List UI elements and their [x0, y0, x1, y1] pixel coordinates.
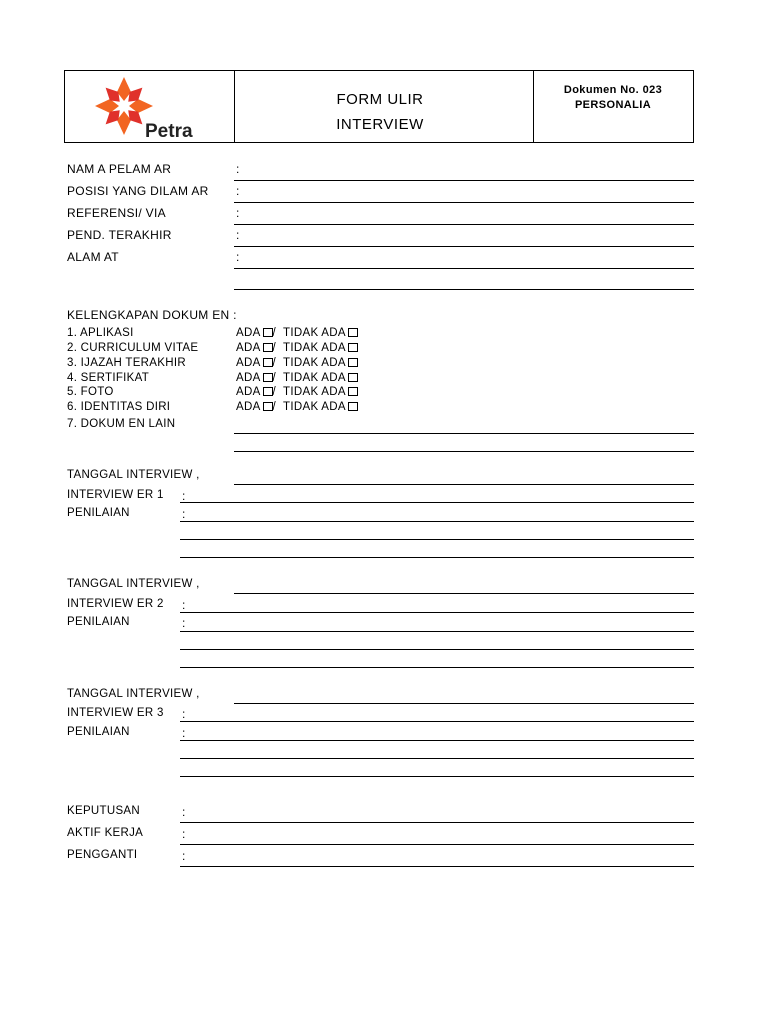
applicant-reference-label: REFERENSI/ VIA	[67, 206, 166, 220]
ada-label: ADA	[236, 342, 261, 354]
rating-field[interactable]	[180, 740, 694, 741]
interview-date-label: TANGGAL INTERVIEW ,	[67, 469, 200, 481]
form-header	[64, 70, 694, 143]
document-item-label: 5. FOTO	[67, 386, 114, 398]
document-item-label: 3. IJAZAH TERAKHIR	[67, 357, 186, 369]
applicant-education-label: PEND. TERAKHIR	[67, 228, 172, 242]
interviewer-label: INTERVIEW ER 1	[67, 489, 164, 501]
applicant-reference-field[interactable]	[234, 224, 694, 225]
rating-field[interactable]	[180, 631, 694, 632]
other-documents-label: 7. DOKUM EN LAIN	[67, 418, 176, 430]
colon: :	[236, 228, 240, 242]
svg-text:Petra: Petra	[145, 121, 193, 140]
rating-label: PENILAIAN	[67, 507, 130, 519]
colon: :	[182, 849, 186, 863]
colon: :	[182, 827, 186, 841]
interview-date-label: TANGGAL INTERVIEW ,	[67, 578, 200, 590]
applicant-address-field-2[interactable]	[234, 289, 694, 290]
ada-label: ADA	[236, 401, 261, 413]
start-work-field[interactable]	[180, 844, 694, 845]
document-item-checks	[236, 342, 358, 354]
tidak-ada-label: TIDAK ADA	[283, 401, 346, 413]
petra-logo-icon	[79, 74, 209, 140]
applicant-address-field[interactable]	[234, 268, 694, 269]
interviewer-field[interactable]	[180, 721, 694, 722]
rating-field[interactable]	[180, 521, 694, 522]
colon: :	[182, 726, 186, 740]
document-item-checks	[236, 401, 358, 413]
document-department: PERSONALIA	[574, 99, 652, 111]
replacement-field[interactable]	[180, 866, 694, 867]
ada-checkbox[interactable]	[263, 402, 273, 411]
document-number: Dokumen No. 023	[563, 84, 663, 96]
applicant-name-label: NAM A PELAM AR	[67, 162, 172, 176]
tidak-ada-label: TIDAK ADA	[283, 372, 346, 384]
document-item-checks	[236, 372, 358, 384]
colon: :	[182, 507, 186, 521]
ada-label: ADA	[236, 357, 261, 369]
tidak-ada-checkbox[interactable]	[348, 328, 358, 337]
colon: :	[182, 616, 186, 630]
ada-checkbox[interactable]	[263, 343, 273, 352]
rating-label: PENILAIAN	[67, 726, 130, 738]
ada-label: ADA	[236, 327, 261, 339]
colon: :	[236, 184, 240, 198]
ada-label: ADA	[236, 372, 261, 384]
tidak-ada-checkbox[interactable]	[348, 343, 358, 352]
rating-label: PENILAIAN	[67, 616, 130, 628]
tidak-ada-checkbox[interactable]	[348, 387, 358, 396]
slash: /	[272, 386, 277, 398]
interview-date-field[interactable]	[234, 593, 694, 594]
rating-field-2[interactable]	[180, 649, 694, 650]
applicant-name-field[interactable]	[234, 180, 694, 181]
applicant-position-field[interactable]	[234, 202, 694, 203]
rating-field-3[interactable]	[180, 667, 694, 668]
rating-field-3[interactable]	[180, 557, 694, 558]
colon: :	[236, 206, 240, 220]
interviewer-label: INTERVIEW ER 2	[67, 598, 164, 610]
tidak-ada-label: TIDAK ADA	[283, 342, 346, 354]
other-documents-field-2[interactable]	[234, 451, 694, 452]
interviewer-field[interactable]	[180, 612, 694, 613]
slash: /	[272, 401, 277, 413]
tidak-ada-checkbox[interactable]	[348, 358, 358, 367]
rating-field-2[interactable]	[180, 539, 694, 540]
interviewer-field[interactable]	[180, 502, 694, 503]
ada-label: ADA	[236, 386, 261, 398]
document-item-label: 1. APLIKASI	[67, 327, 134, 339]
colon: :	[182, 707, 186, 721]
slash: /	[272, 327, 277, 339]
colon: :	[182, 805, 186, 819]
form-title-line1: FORM ULIR	[336, 91, 424, 108]
document-item-checks	[236, 386, 358, 398]
ada-checkbox[interactable]	[263, 358, 273, 367]
tidak-ada-checkbox[interactable]	[348, 402, 358, 411]
document-item-checks	[236, 357, 358, 369]
petra-logo	[79, 74, 209, 140]
slash: /	[272, 357, 277, 369]
replacement-label: PENGGANTI	[67, 849, 138, 861]
tidak-ada-label: TIDAK ADA	[283, 357, 346, 369]
ada-checkbox[interactable]	[263, 373, 273, 382]
other-documents-field[interactable]	[234, 433, 694, 434]
tidak-ada-label: TIDAK ADA	[283, 386, 346, 398]
interview-date-label: TANGGAL INTERVIEW ,	[67, 688, 200, 700]
interview-date-field[interactable]	[234, 703, 694, 704]
form-title-line2: INTERVIEW	[336, 116, 424, 133]
tidak-ada-checkbox[interactable]	[348, 373, 358, 382]
colon: :	[236, 162, 240, 176]
interviewer-label: INTERVIEW ER 3	[67, 707, 164, 719]
colon: :	[236, 250, 240, 264]
slash: /	[272, 372, 277, 384]
ada-checkbox[interactable]	[263, 328, 273, 337]
interview-date-field[interactable]	[234, 484, 694, 485]
rating-field-2[interactable]	[180, 758, 694, 759]
decision-label: KEPUTUSAN	[67, 805, 140, 817]
tidak-ada-label: TIDAK ADA	[283, 327, 346, 339]
colon: :	[182, 489, 186, 503]
document-item-label: 6. IDENTITAS DIRI	[67, 401, 171, 413]
document-item-label: 4. SERTIFIKAT	[67, 372, 150, 384]
document-item-label: 2. CURRICULUM VITAE	[67, 342, 199, 354]
rating-field-3[interactable]	[180, 776, 694, 777]
start-work-label: AKTIF KERJA	[67, 827, 144, 839]
colon: :	[182, 598, 186, 612]
decision-field[interactable]	[180, 822, 694, 823]
document-item-checks	[236, 327, 358, 339]
ada-checkbox[interactable]	[263, 387, 273, 396]
slash: /	[272, 342, 277, 354]
applicant-education-field[interactable]	[234, 246, 694, 247]
applicant-position-label: POSISI YANG DILAM AR	[67, 184, 209, 198]
applicant-address-label: ALAM AT	[67, 250, 119, 264]
documents-heading: KELENGKAPAN DOKUM EN :	[67, 308, 237, 322]
